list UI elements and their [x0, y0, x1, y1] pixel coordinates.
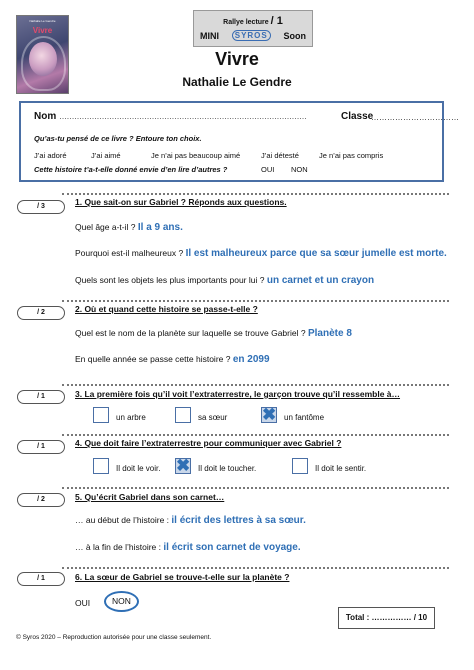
rallye-number: / 1 — [270, 15, 283, 27]
rallye-text: Rallye lecture — [223, 19, 269, 26]
q6-oui[interactable]: OUI — [75, 598, 91, 608]
q1-prompt-1: Quel âge a-t-il ? — [75, 222, 136, 232]
q2-line-1 — [75, 328, 352, 339]
q5-answer-2: il écrit son carnet de voyage. — [163, 542, 301, 553]
option-label-soeur: sa sœur — [198, 413, 228, 422]
score-badge-q3: / 1 — [17, 390, 65, 404]
score-badge-q2: / 2 — [17, 306, 65, 320]
nom-field[interactable]: ……………………………………………………………………………………… — [59, 112, 307, 121]
question-title-q5: 5. Qu’écrit Gabriel dans son carnet… — [75, 492, 225, 502]
option-label-sentir: Il doit le sentir. — [315, 464, 367, 473]
score-badge-q1: / 3 — [17, 200, 65, 214]
cover-title: Vivre — [32, 26, 53, 35]
classe-label: Classe — [341, 111, 374, 122]
student-info-box — [19, 101, 459, 182]
separator — [62, 567, 449, 569]
q2-line-2 — [75, 354, 270, 365]
question-title-q2: 2. Où et quand cette histoire se passe-t-elle ? — [75, 304, 258, 314]
q2-prompt-2: En quelle année se passe cette histoire ? — [75, 354, 231, 364]
total-score-box: Total : …………… / 10 — [338, 607, 435, 629]
separator — [62, 300, 449, 302]
check-mark-icon: ✖ — [176, 456, 191, 475]
cover-author: Nathalie Le Gendre — [29, 19, 56, 23]
check-mark-icon: ✖ — [262, 405, 277, 424]
q1-prompt-2: Pourquoi est-il malheureux ? — [75, 248, 184, 258]
q2-answer-2: en 2099 — [232, 354, 270, 365]
question-title-q4: 4. Que doit faire l’extraterrestre pour communiquer avec Gabriel ? — [75, 438, 342, 448]
recommend-oui[interactable]: OUI — [261, 165, 275, 174]
q1-answer-2: Il est malheureux parce que sa sœur jumelle est morte. — [185, 248, 447, 259]
q5-prompt-1: … au début de l’histoire : — [75, 515, 170, 525]
question-title-q6: 6. La sœur de Gabriel se trouve-t-elle sur la planète ? — [75, 572, 290, 582]
separator — [62, 384, 449, 386]
separator — [62, 487, 449, 489]
q5-line-1 — [75, 515, 306, 526]
q2-prompt-1: Quel est le nom de la planète sur laquelle se trouve Gabriel ? — [75, 328, 306, 338]
q1-answer-1: Il a 9 ans. — [137, 222, 183, 233]
checkbox-voir[interactable] — [93, 458, 109, 474]
q1-line-1 — [75, 222, 183, 233]
separator — [62, 193, 449, 195]
option-label-fantome: un fantôme — [284, 413, 325, 422]
checkbox-soeur[interactable] — [175, 407, 191, 423]
rallye-label — [194, 15, 312, 27]
q1-prompt-3: Quels sont les objets les plus importants pour lui ? — [75, 275, 265, 285]
q6-non-circled[interactable]: NON — [104, 591, 139, 612]
q5-prompt-2: … à la fin de l’histoire : — [75, 542, 161, 552]
header-tab — [193, 10, 313, 47]
opinion-deteste[interactable]: J’ai détesté — [261, 151, 299, 160]
checkbox-sentir[interactable] — [292, 458, 308, 474]
book-author: Nathalie Le Gendre — [182, 75, 292, 89]
question-title-q3: 3. La première fois qu’il voit l’extraterrestre, le garçon trouve qu’il ressemble à… — [75, 389, 401, 399]
checkbox-fantome[interactable] — [261, 407, 277, 423]
score-badge-q6: / 1 — [17, 572, 65, 586]
q5-answer-1: il écrit des lettres à sa sœur. — [171, 515, 306, 526]
nom-label: Nom — [34, 111, 57, 122]
option-label-voir: Il doit le voir. — [116, 464, 161, 473]
copyright-footer: © Syros 2020 – Reproduction autorisée pour une classe seulement. — [16, 634, 212, 641]
q5-line-2 — [75, 542, 301, 553]
book-title: Vivre — [215, 49, 259, 69]
recommend-question: Cette histoire t’a-t-elle donné envie d’en lire d’autres ? — [34, 165, 228, 174]
recommend-non[interactable]: NON — [291, 165, 308, 174]
mini-label: MINI — [200, 30, 219, 41]
separator — [62, 434, 449, 436]
q1-answer-3: un carnet et un crayon — [266, 275, 375, 286]
syros-logo: SYROS — [232, 30, 271, 41]
checkbox-arbre[interactable] — [93, 407, 109, 423]
option-label-arbre: un arbre — [116, 413, 146, 422]
classe-field[interactable]: …………………………… — [371, 113, 459, 122]
question-title-q1: 1. Que sait-on sur Gabriel ? Réponds aux questions. — [75, 197, 287, 207]
option-label-toucher: Il doit le toucher. — [198, 464, 257, 473]
score-badge-q4: / 1 — [17, 440, 65, 454]
opinion-adore[interactable]: J’ai adoré — [34, 151, 67, 160]
soon-label: Soon — [283, 30, 306, 41]
q2-answer-1: Planète 8 — [307, 328, 352, 339]
checkbox-toucher[interactable] — [175, 458, 191, 474]
nom-row — [34, 111, 307, 122]
opinion-pas-beaucoup[interactable]: Je n’ai pas beaucoup aimé — [151, 151, 241, 160]
opinion-pas-compris[interactable]: Je n’ai pas compris — [319, 151, 384, 160]
score-badge-q5: / 2 — [17, 493, 65, 507]
opinion-aime[interactable]: J’ai aimé — [91, 151, 121, 160]
q1-line-3 — [75, 275, 374, 286]
opinion-question: Qu’as-tu pensé de ce livre ? Entoure ton choix. — [34, 134, 202, 143]
q1-line-2 — [75, 248, 447, 259]
